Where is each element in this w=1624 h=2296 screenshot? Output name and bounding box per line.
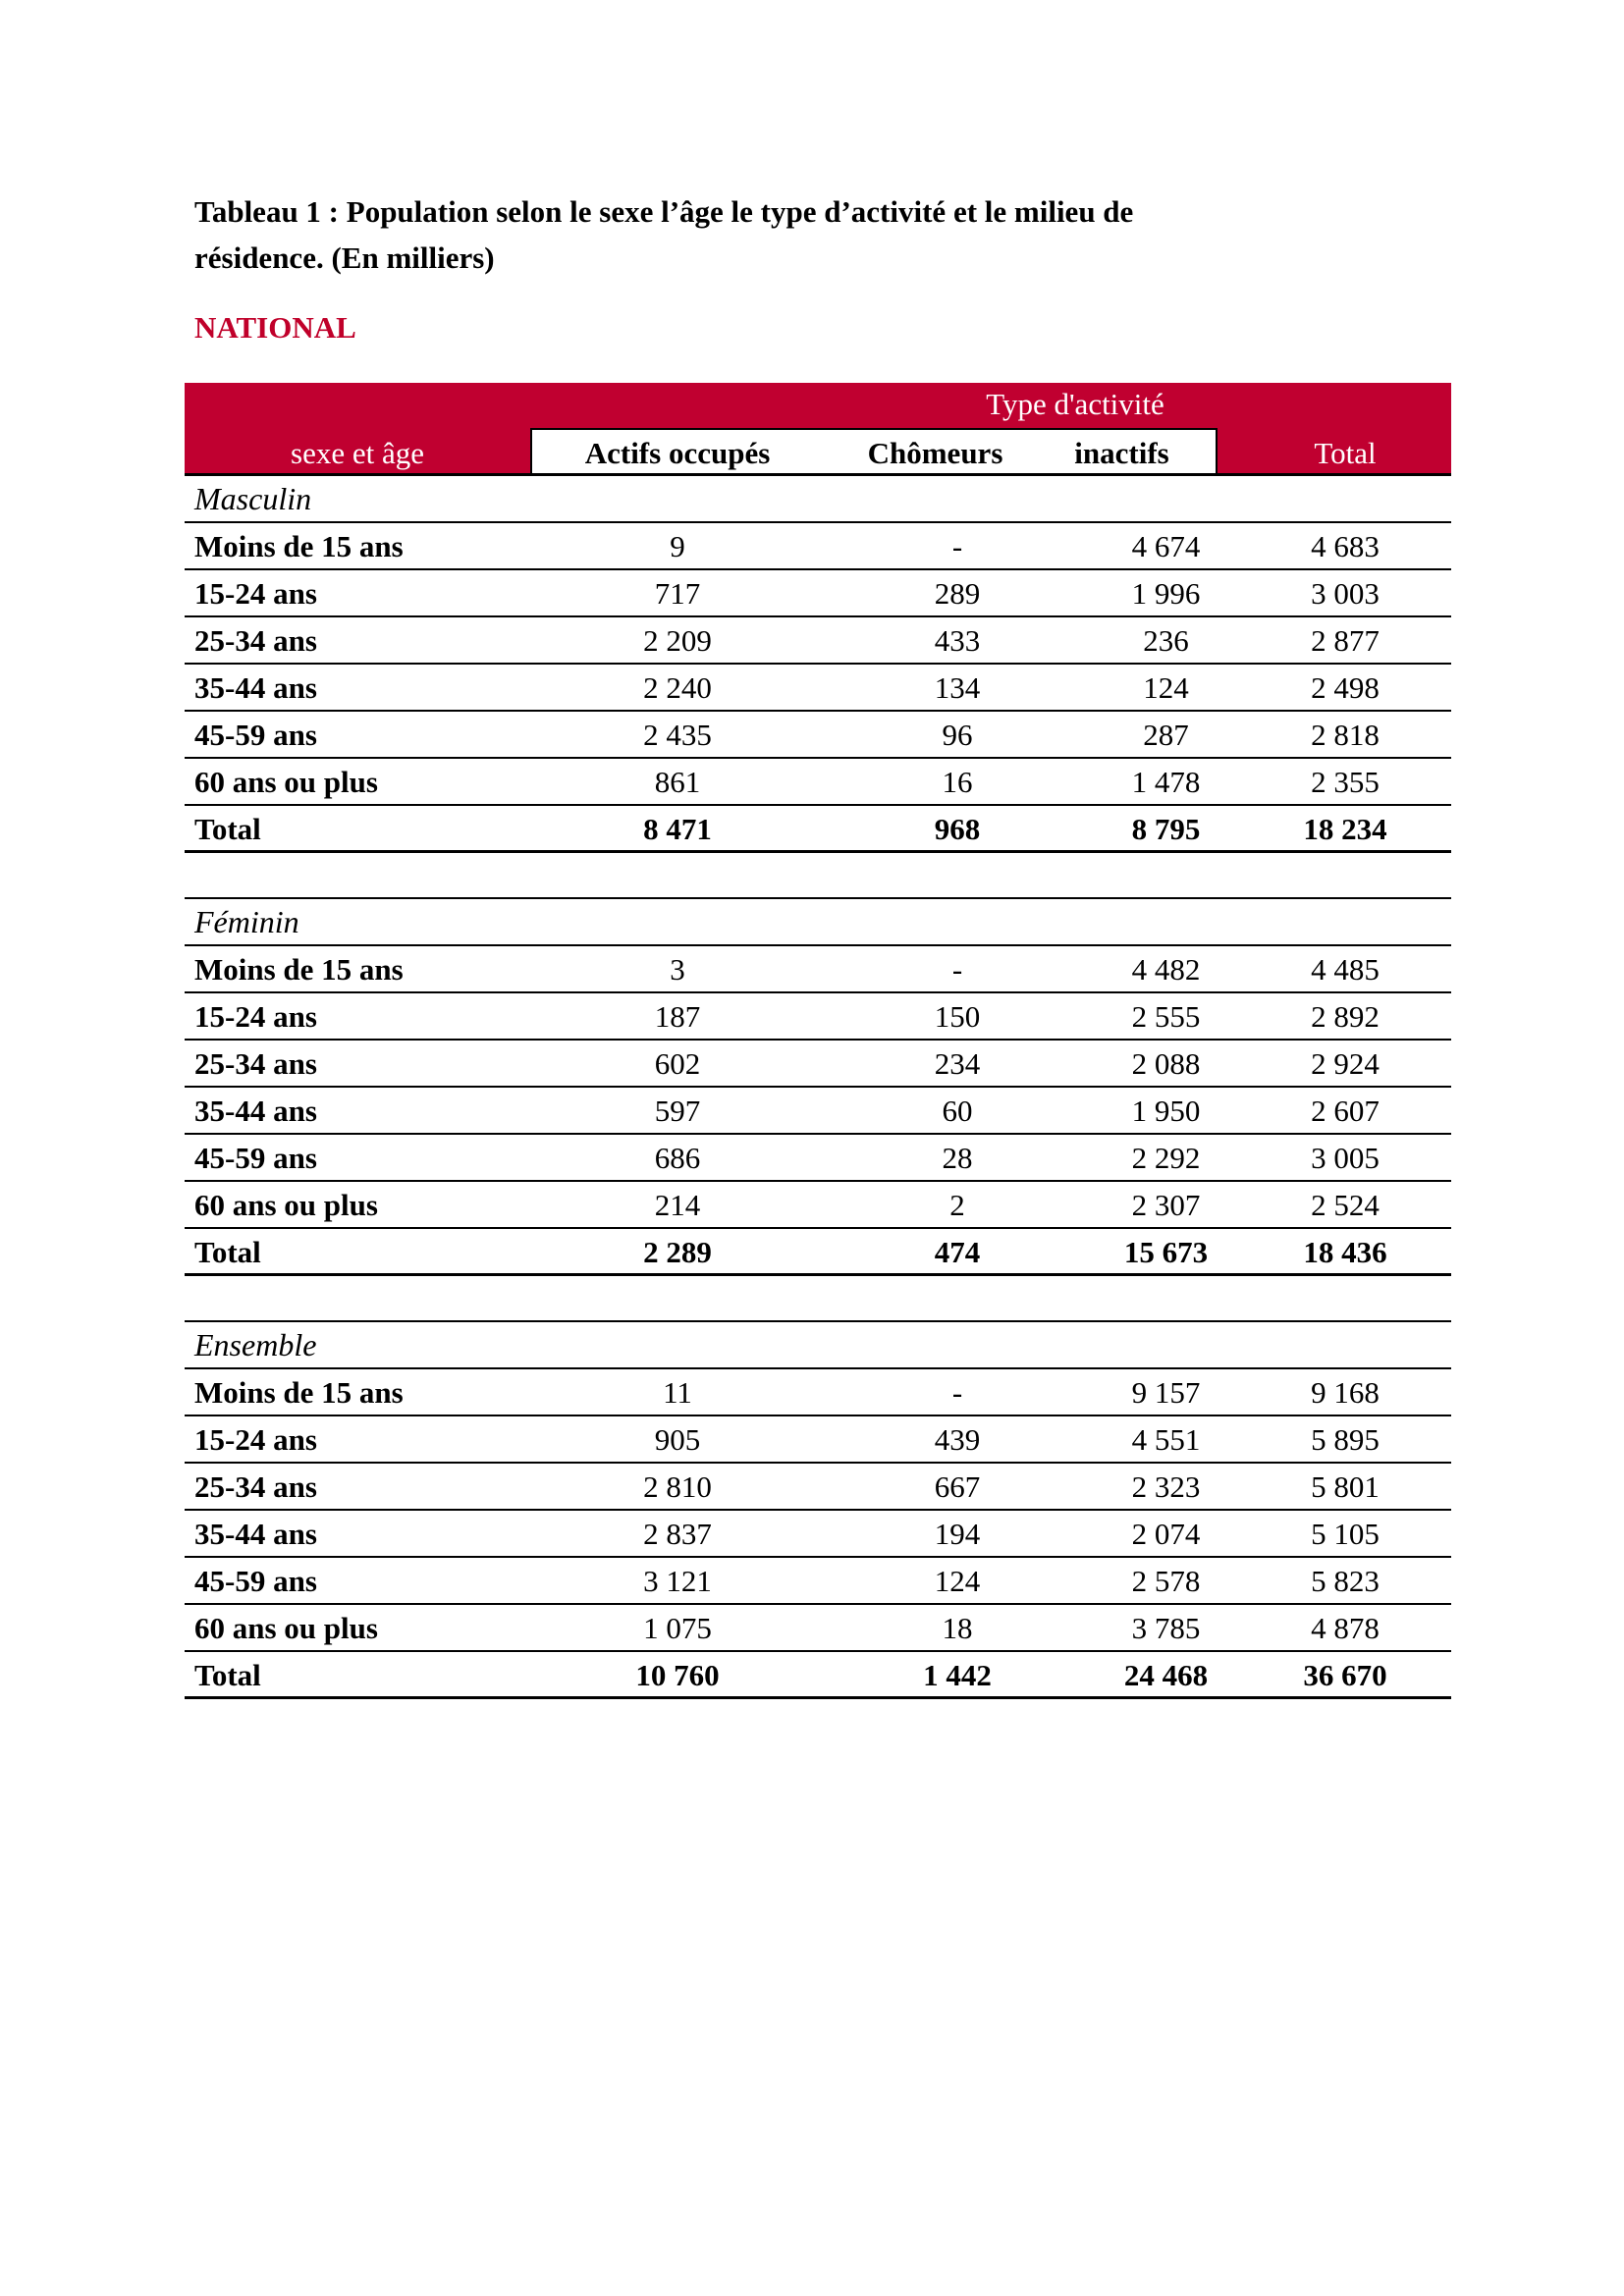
table-row bbox=[185, 1464, 1451, 1511]
table-row bbox=[185, 1088, 1451, 1135]
cell-value: 8 471 bbox=[643, 812, 712, 846]
cell-value: 187 bbox=[654, 999, 701, 1034]
cell-value: 18 436 bbox=[1303, 1235, 1387, 1269]
cell-value: 1 950 bbox=[1131, 1094, 1201, 1128]
cell-value: 3 785 bbox=[1131, 1611, 1201, 1645]
cell-value: 9 bbox=[670, 529, 685, 563]
table-row bbox=[185, 1416, 1451, 1464]
table-row bbox=[185, 523, 1451, 570]
cell-value: 289 bbox=[934, 576, 981, 611]
cell-value: 597 bbox=[654, 1094, 701, 1128]
table-header bbox=[185, 383, 1451, 476]
cell-value: 60 bbox=[942, 1094, 973, 1128]
region-label: NATIONAL bbox=[194, 310, 356, 345]
title-line-2: résidence. (En milliers) bbox=[194, 240, 495, 275]
cell-value: 4 878 bbox=[1311, 1611, 1380, 1645]
cell-value: 2 307 bbox=[1131, 1188, 1201, 1222]
section-spacer bbox=[185, 853, 1451, 899]
cell-value: 3 121 bbox=[643, 1564, 712, 1598]
cell-value: 2 292 bbox=[1131, 1141, 1201, 1175]
row-label: Total bbox=[194, 812, 261, 846]
table-row bbox=[185, 1135, 1451, 1182]
row-label: Moins de 15 ans bbox=[194, 952, 404, 987]
table-row bbox=[185, 1558, 1451, 1605]
cell-value: 2 818 bbox=[1311, 718, 1380, 752]
cell-value: 5 823 bbox=[1311, 1564, 1380, 1598]
row-label: 25-34 ans bbox=[194, 1046, 317, 1081]
row-label: 60 ans ou plus bbox=[194, 1611, 378, 1645]
table-row bbox=[185, 570, 1451, 617]
row-label: Moins de 15 ans bbox=[194, 1375, 404, 1410]
cell-value: 686 bbox=[654, 1141, 701, 1175]
table-row bbox=[185, 665, 1451, 712]
row-label: 35-44 ans bbox=[194, 1094, 317, 1128]
cell-value: - bbox=[951, 952, 963, 987]
row-label: 45-59 ans bbox=[194, 1141, 317, 1175]
cell-value: 3 005 bbox=[1311, 1141, 1380, 1175]
cell-value: 602 bbox=[654, 1046, 701, 1081]
cell-value: - bbox=[951, 529, 963, 563]
cell-value: 234 bbox=[934, 1046, 981, 1081]
cell-value: 18 bbox=[942, 1611, 973, 1645]
row-label: 35-44 ans bbox=[194, 670, 317, 705]
cell-value: 2 240 bbox=[643, 670, 712, 705]
table-row bbox=[185, 712, 1451, 759]
cell-value: 10 760 bbox=[635, 1658, 720, 1692]
table-row bbox=[185, 1511, 1451, 1558]
cell-value: 3 bbox=[670, 952, 685, 987]
section-title: Ensemble bbox=[185, 1322, 1451, 1369]
cell-value: 2 209 bbox=[643, 623, 712, 658]
cell-value: 2 810 bbox=[643, 1469, 712, 1504]
row-label: 15-24 ans bbox=[194, 999, 317, 1034]
cell-value: 2 924 bbox=[1311, 1046, 1380, 1081]
row-label: 15-24 ans bbox=[194, 576, 317, 611]
cell-value: 124 bbox=[1143, 670, 1189, 705]
row-label: 60 ans ou plus bbox=[194, 1188, 378, 1222]
cell-value: 3 003 bbox=[1311, 576, 1380, 611]
cell-value: 287 bbox=[1143, 718, 1189, 752]
row-label: 25-34 ans bbox=[194, 623, 317, 658]
table-row bbox=[185, 1605, 1451, 1652]
cell-value: 11 bbox=[663, 1375, 692, 1410]
cell-value: 2 607 bbox=[1311, 1094, 1380, 1128]
cell-value: 15 673 bbox=[1123, 1235, 1209, 1269]
total-row bbox=[185, 806, 1451, 853]
cell-value: 4 683 bbox=[1311, 529, 1380, 563]
cell-value: - bbox=[951, 1375, 963, 1410]
cell-value: 96 bbox=[942, 718, 973, 752]
table-row bbox=[185, 993, 1451, 1041]
table-row bbox=[185, 946, 1451, 993]
cell-value: 2 bbox=[949, 1188, 965, 1222]
cell-value: 2 555 bbox=[1131, 999, 1201, 1034]
cell-value: 2 892 bbox=[1311, 999, 1380, 1034]
row-label: Total bbox=[194, 1235, 261, 1269]
row-label: 45-59 ans bbox=[194, 718, 317, 752]
cell-value: 4 485 bbox=[1311, 952, 1380, 987]
col-header-chomeurs: Chômeurs bbox=[867, 436, 1003, 470]
row-label: Total bbox=[194, 1658, 261, 1692]
cell-value: 861 bbox=[654, 765, 701, 799]
cell-value: 4 551 bbox=[1131, 1422, 1201, 1457]
cell-value: 1 442 bbox=[923, 1658, 992, 1692]
row-label: Moins de 15 ans bbox=[194, 529, 404, 563]
cell-value: 2 524 bbox=[1311, 1188, 1380, 1222]
group-header: Type d'activité bbox=[986, 387, 1164, 421]
total-row bbox=[185, 1652, 1451, 1699]
cell-value: 150 bbox=[934, 999, 981, 1034]
cell-value: 2 498 bbox=[1311, 670, 1380, 705]
row-label: 60 ans ou plus bbox=[194, 765, 378, 799]
cell-value: 8 795 bbox=[1131, 812, 1201, 846]
document-title bbox=[194, 188, 1373, 281]
col-header-total: Total bbox=[1314, 436, 1377, 470]
section-title: Féminin bbox=[185, 899, 1451, 946]
cell-value: 2 088 bbox=[1131, 1046, 1201, 1081]
table-row bbox=[185, 759, 1451, 806]
cell-value: 2 837 bbox=[643, 1517, 712, 1551]
cell-value: 4 482 bbox=[1131, 952, 1201, 987]
section-title: Masculin bbox=[185, 476, 1451, 523]
total-row bbox=[185, 1229, 1451, 1276]
cell-value: 905 bbox=[654, 1422, 701, 1457]
title-line-1: Tableau 1 : Population selon le sexe l’âge le type d’activité et le milieu de bbox=[194, 194, 1134, 229]
row-label: 15-24 ans bbox=[194, 1422, 317, 1457]
table-body bbox=[185, 476, 1451, 1699]
section-spacer bbox=[185, 1276, 1451, 1322]
cell-value: 124 bbox=[934, 1564, 981, 1598]
cell-value: 474 bbox=[934, 1235, 981, 1269]
cell-value: 2 877 bbox=[1311, 623, 1380, 658]
cell-value: 439 bbox=[934, 1422, 981, 1457]
cell-value: 717 bbox=[654, 576, 701, 611]
table-row bbox=[185, 617, 1451, 665]
cell-value: 5 895 bbox=[1311, 1422, 1380, 1457]
cell-value: 4 674 bbox=[1131, 529, 1201, 563]
cell-value: 2 289 bbox=[643, 1235, 712, 1269]
row-label: 45-59 ans bbox=[194, 1564, 317, 1598]
population-table bbox=[185, 383, 1451, 1699]
cell-value: 9 168 bbox=[1311, 1375, 1380, 1410]
col-header-actifs: Actifs occupés bbox=[584, 436, 771, 470]
cell-value: 28 bbox=[942, 1141, 973, 1175]
cell-value: 433 bbox=[934, 623, 981, 658]
cell-value: 1 075 bbox=[643, 1611, 712, 1645]
table-row bbox=[185, 1369, 1451, 1416]
row-label: 35-44 ans bbox=[194, 1517, 317, 1551]
cell-value: 968 bbox=[934, 812, 981, 846]
cell-value: 1 478 bbox=[1131, 765, 1201, 799]
cell-value: 5 801 bbox=[1311, 1469, 1380, 1504]
cell-value: 2 578 bbox=[1131, 1564, 1201, 1598]
col-header-inactifs: inactifs bbox=[1074, 436, 1169, 470]
table-row bbox=[185, 1182, 1451, 1229]
cell-value: 134 bbox=[934, 670, 981, 705]
cell-value: 236 bbox=[1143, 623, 1189, 658]
row-header: sexe et âge bbox=[291, 436, 424, 470]
cell-value: 36 670 bbox=[1303, 1658, 1387, 1692]
cell-value: 2 355 bbox=[1311, 765, 1380, 799]
cell-value: 2 323 bbox=[1131, 1469, 1201, 1504]
cell-value: 2 435 bbox=[643, 718, 712, 752]
cell-value: 24 468 bbox=[1123, 1658, 1209, 1692]
table-row bbox=[185, 1041, 1451, 1088]
cell-value: 667 bbox=[934, 1469, 981, 1504]
cell-value: 2 074 bbox=[1131, 1517, 1201, 1551]
cell-value: 18 234 bbox=[1303, 812, 1387, 846]
row-label: 25-34 ans bbox=[194, 1469, 317, 1504]
cell-value: 5 105 bbox=[1311, 1517, 1380, 1551]
cell-value: 16 bbox=[942, 765, 973, 799]
cell-value: 1 996 bbox=[1131, 576, 1201, 611]
cell-value: 194 bbox=[934, 1517, 981, 1551]
cell-value: 214 bbox=[654, 1188, 701, 1222]
cell-value: 9 157 bbox=[1131, 1375, 1201, 1410]
